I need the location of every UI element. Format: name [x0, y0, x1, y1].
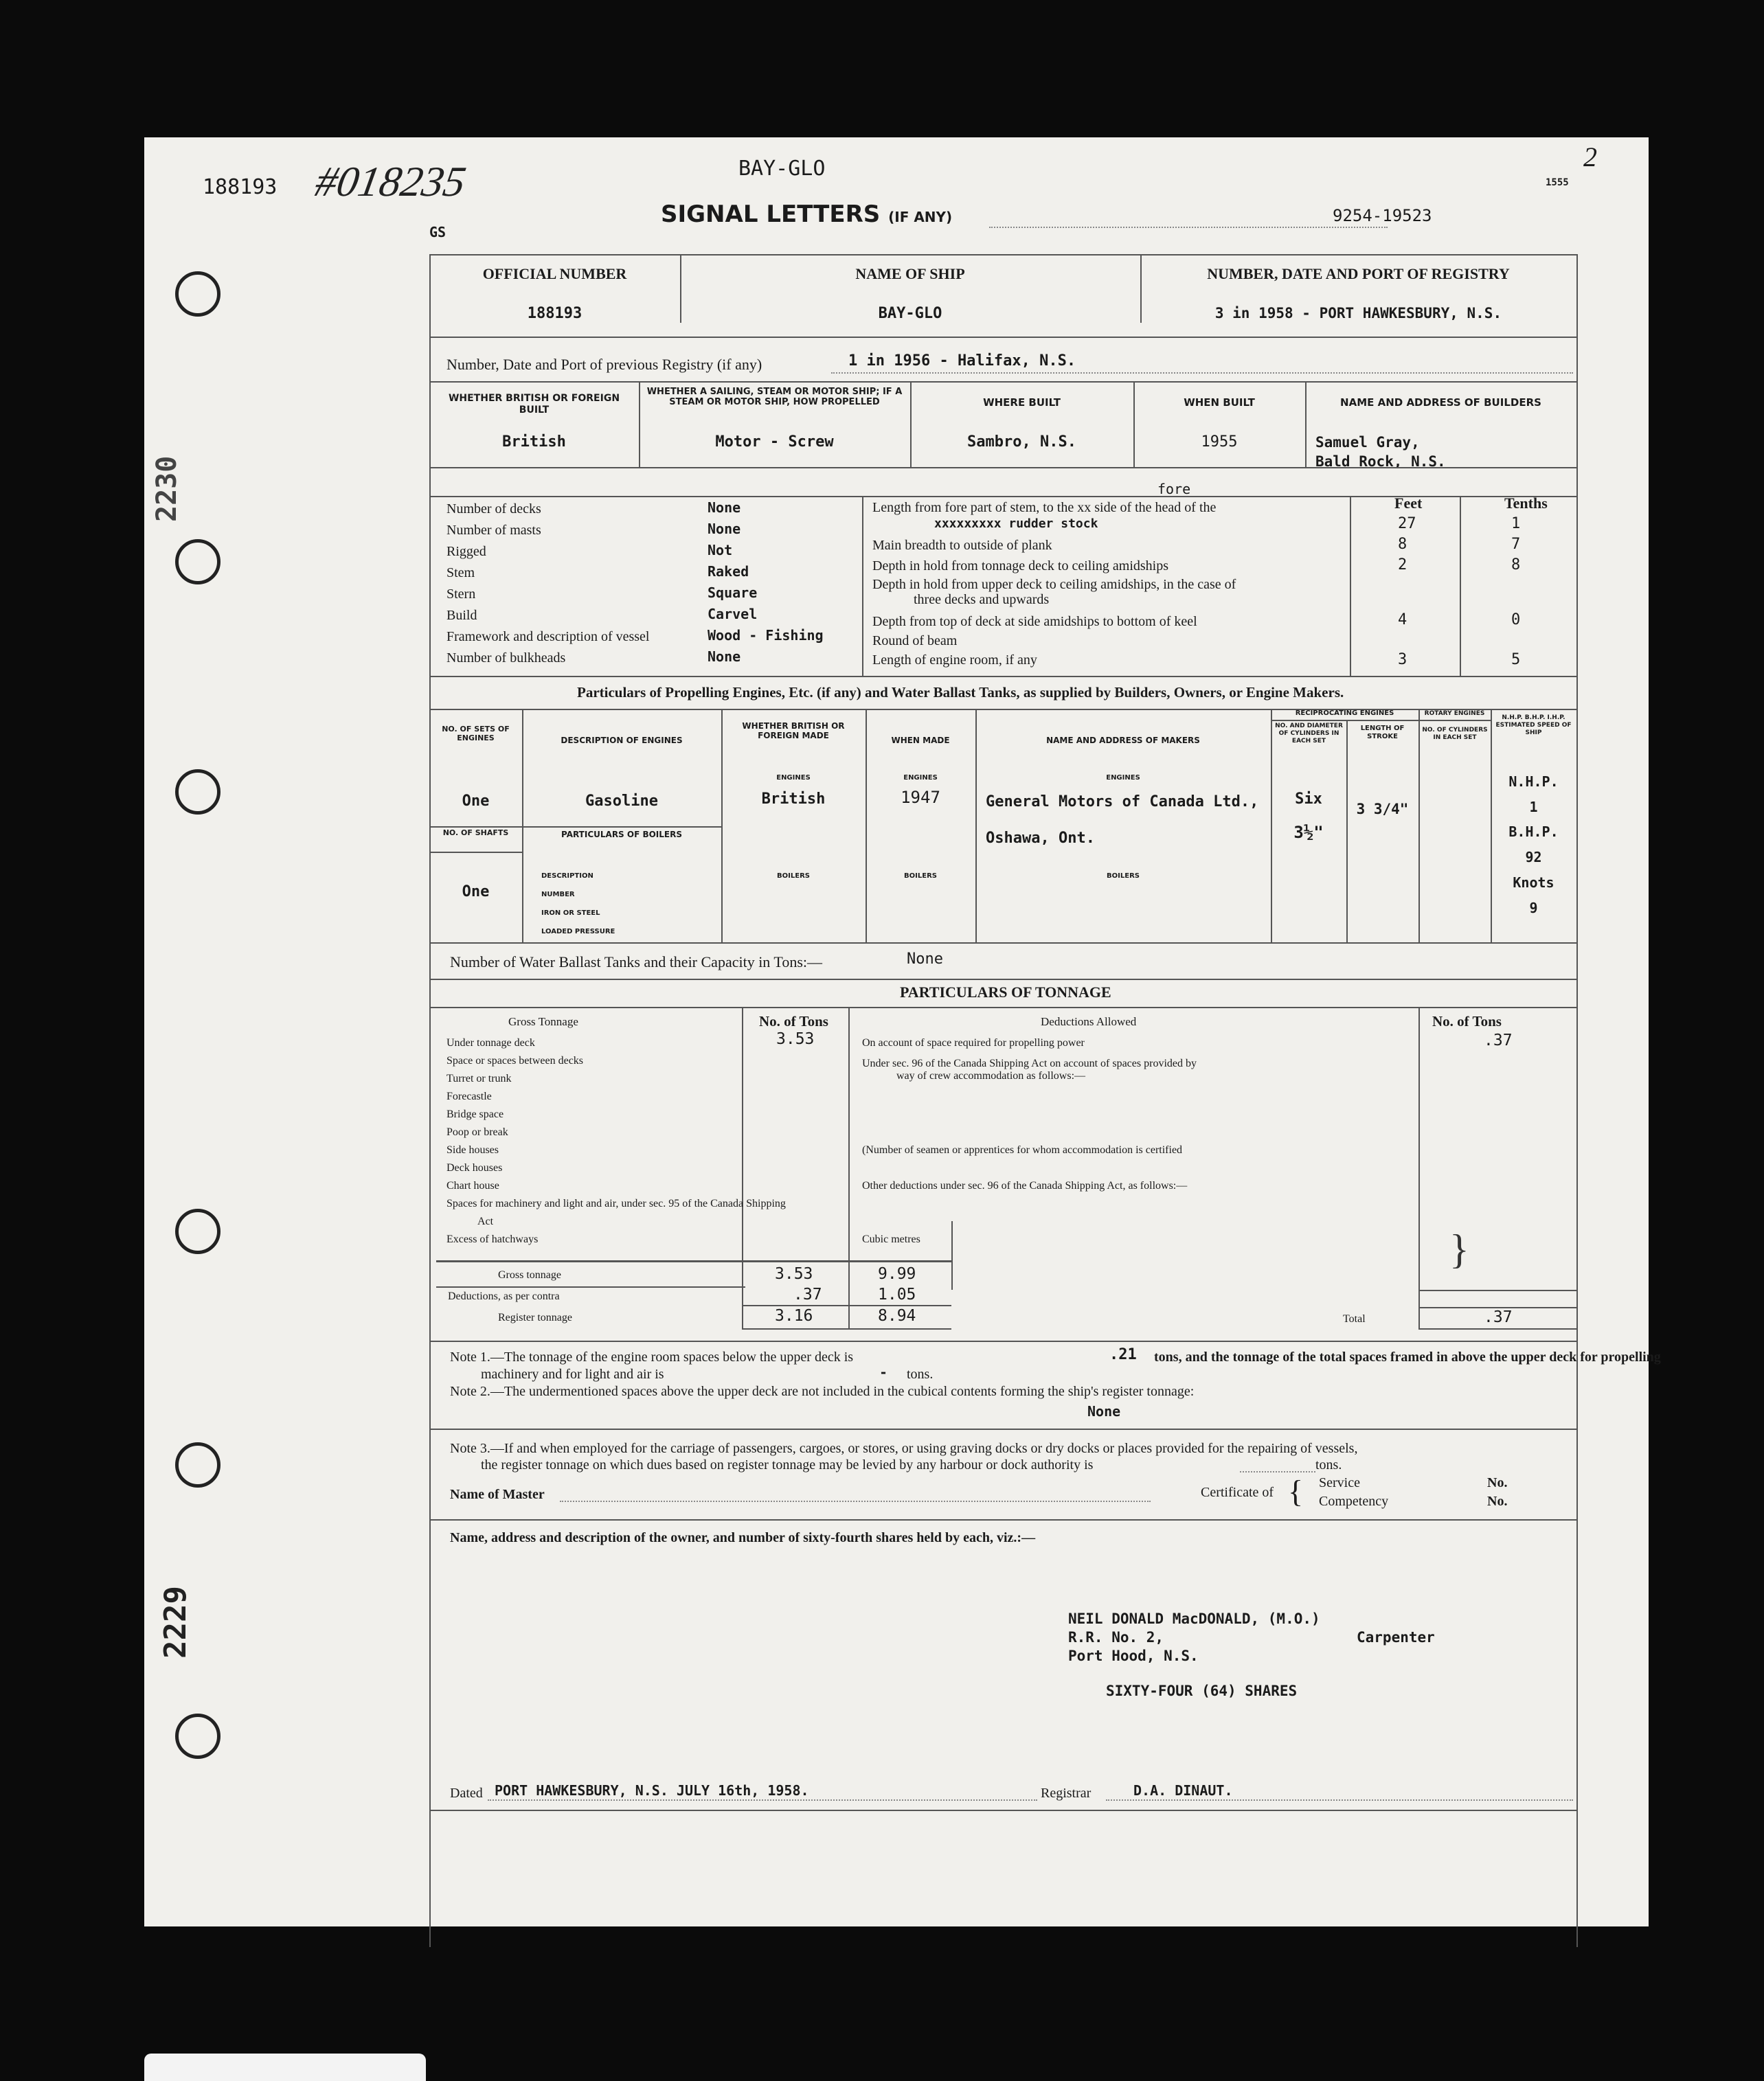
particular-label: Stem [446, 565, 475, 580]
previous-registry-value: 1 in 1956 - Halifax, N.S. [848, 352, 1076, 369]
rule [742, 1260, 743, 1329]
owner-address1: R.R. No. 2, [1068, 1629, 1164, 1646]
note3-line [1240, 1471, 1315, 1472]
margin-number-bottom: 2229 [158, 1586, 193, 1659]
punch-hole [175, 1442, 220, 1488]
rule [1418, 1307, 1576, 1308]
british-label: WHETHER BRITISH OR FOREIGN BUILT [448, 393, 620, 416]
particular-label: Framework and description of vessel [446, 629, 650, 644]
gross-item-value: 3.53 [776, 1030, 815, 1048]
gross-item-label: Side houses [446, 1144, 499, 1156]
ship-name-top: BAY-GLO [738, 157, 826, 181]
rule [1305, 381, 1307, 467]
rule [429, 337, 1576, 338]
engine-diameter-value: 3½" [1293, 823, 1324, 842]
boilers-header: PARTICULARS OF BOILERS [561, 830, 682, 839]
dimension-tenths: 5 [1511, 651, 1521, 668]
particular-value: None [708, 499, 741, 516]
punch-hole [175, 1209, 220, 1254]
signal-line [989, 227, 1388, 228]
rule [429, 1341, 1576, 1342]
note1-value2: - [879, 1364, 888, 1380]
propelled-value: Motor - Screw [715, 433, 834, 451]
file-reference: 9254-19523 [1333, 206, 1432, 225]
registrar-line [1106, 1799, 1573, 1801]
previous-registry-line [831, 372, 1573, 374]
particular-value: None [708, 648, 741, 665]
gross-item-label: Under tonnage deck [446, 1037, 535, 1049]
owner-label: Name, address and description of the owner, and number of sixty-fourth shares held by each, viz.:— [450, 1530, 1036, 1545]
dimension-label-2: three decks and upwards [914, 592, 1050, 607]
owner-shares: SIXTY-FOUR (64) SHARES [1106, 1683, 1298, 1699]
brace: } [1449, 1227, 1469, 1272]
rule [910, 381, 912, 467]
dimension-feet: 27 [1398, 515, 1416, 532]
rule [429, 254, 1576, 255]
dimension-label: Length from fore part of stem, to the xx side of the head of the [872, 500, 1217, 515]
engine-maker-line2: Oshawa, Ont. [986, 830, 1095, 847]
rule [429, 381, 1576, 383]
rule [1133, 381, 1135, 467]
corner-number: 2 [1583, 141, 1597, 172]
cubic-metres-label: Cubic metres [862, 1233, 920, 1245]
deductions-label: Deductions, as per contra [448, 1290, 560, 1302]
dimension-label: Length of engine room, if any [872, 652, 1037, 668]
particular-label: Stern [446, 587, 476, 602]
boilers-subheader: BOILERS [777, 872, 810, 880]
particular-label: Number of decks [446, 501, 541, 516]
rule [848, 1007, 850, 1292]
gross-item-label: Chart house [446, 1180, 499, 1192]
particular-label: Number of bulkheads [446, 650, 566, 666]
punch-hole [175, 539, 220, 584]
official-number-label: OFFICIAL NUMBER [482, 265, 627, 282]
engines-subheader: ENGINES [776, 774, 811, 782]
registrar-value: D.A. DINAUT. [1133, 1782, 1233, 1799]
dimension-feet: 4 [1398, 611, 1407, 628]
particular-value: Wood - Fishing [708, 627, 824, 644]
rule [1460, 496, 1461, 676]
deduction-sec96-2: way of crew accommodation as follows:— [896, 1070, 1086, 1082]
engine-description-value: Gasoline [585, 793, 658, 810]
dimension-tenths: 8 [1511, 556, 1521, 573]
rule [429, 1519, 1576, 1521]
gross-tonnage-header: Gross Tonnage [508, 1015, 578, 1028]
boilers-subheader: BOILERS [904, 872, 937, 880]
when-built-value: 1955 [1201, 433, 1238, 451]
gross-item-label: Act [477, 1216, 494, 1227]
when-built-label: WHEN BUILT [1184, 396, 1255, 409]
rule [429, 1810, 1576, 1811]
particular-value: Carvel [708, 606, 758, 622]
dated-value: PORT HAWKESBURY, N.S. JULY 16th, 1958. [495, 1782, 809, 1799]
signal-letters-label: SIGNAL LETTERS [661, 201, 881, 228]
gross-item-label: Excess of hatchways [446, 1233, 539, 1245]
dimension-label: Round of beam [872, 633, 958, 648]
fore-insert: fore [1157, 481, 1191, 497]
deduction-seamen: (Number of seamen or apprentices for whom accommodation is certified [862, 1144, 1183, 1156]
propelled-label: WHETHER A SAILING, STEAM OR MOTOR SHIP; IF A STEAM OR MOTOR SHIP, HOW PROPELLED [646, 387, 903, 407]
handwritten-number: #018235 [312, 159, 470, 205]
punch-hole [175, 271, 220, 317]
rule [721, 709, 723, 942]
service-label: Service [1319, 1475, 1360, 1490]
rule [436, 1286, 745, 1288]
rotary-cylinders-header: NO. OF CYLINDERS IN EACH SET [1422, 727, 1488, 741]
dimension-label-2: xxxxxxxxx rudder stock [934, 516, 1098, 531]
particular-value: Square [708, 584, 758, 601]
where-built-value: Sambro, N.S. [967, 433, 1076, 451]
punch-hole [175, 769, 220, 815]
rule [429, 852, 522, 853]
engine-when-value: 1947 [901, 788, 940, 807]
signal-letters-suffix: (IF ANY) [888, 209, 953, 225]
gross-item-label: Forecastle [446, 1091, 492, 1102]
dimension-tenths: 7 [1511, 536, 1521, 553]
rule [1418, 1328, 1576, 1330]
rule [1418, 1007, 1420, 1292]
knots-value: 9 [1529, 900, 1538, 916]
registrar-label: Registrar [1041, 1786, 1092, 1801]
rule [429, 942, 1576, 944]
total-label: Total [1343, 1313, 1366, 1325]
boiler-field-label: NUMBER [541, 891, 575, 898]
engine-british-value: British [761, 791, 826, 808]
boiler-field-label: DESCRIPTION [541, 872, 593, 880]
note1-part-d: tons. [907, 1367, 934, 1382]
rule [951, 1221, 953, 1290]
when-made-header: WHEN MADE [891, 736, 950, 745]
ship-name-value: BAY-GLO [878, 305, 942, 322]
rule [862, 496, 863, 676]
rule [429, 676, 1576, 677]
sets-of-engines-header: NO. OF SETS OF ENGINES [442, 725, 510, 742]
gross-tonnage-label: Gross tonnage [498, 1269, 561, 1281]
deduction-propelling: On account of space required for propelling power [862, 1037, 1085, 1049]
gross-item-label: Space or spaces between decks [446, 1055, 584, 1067]
ship-name-label: NAME OF SHIP [855, 265, 965, 282]
master-label: Name of Master [450, 1487, 545, 1502]
shafts-value: One [462, 883, 490, 900]
stroke-header: LENGTH OF STROKE [1360, 725, 1405, 740]
particular-value: None [708, 521, 741, 537]
rule [1418, 1290, 1576, 1291]
makers-header: NAME AND ADDRESS OF MAKERS [1046, 736, 1200, 745]
bottom-scroll-tab [144, 2054, 426, 2081]
tons-header-right: No. of Tons [1432, 1013, 1502, 1030]
note3-part-c: tons. [1315, 1457, 1342, 1472]
nhp-label: N.H.P. [1508, 773, 1559, 790]
rule [742, 1328, 951, 1330]
british-foreign-header: WHETHER BRITISH OR FOREIGN MADE [742, 721, 845, 740]
particular-value: Not [708, 542, 733, 558]
rule [1418, 709, 1420, 942]
dimension-feet: 2 [1398, 556, 1407, 573]
deduction-sec96: Under sec. 96 of the Canada Shipping Act on account of spaces provided by [862, 1058, 1197, 1069]
rule [436, 1260, 951, 1262]
bhp-value: 92 [1525, 849, 1542, 865]
rule [429, 1007, 1576, 1008]
official-number-corner: 188193 [203, 175, 278, 199]
note3-part-a: Note 3.—If and when employed for the carriage of passengers, cargoes, or stores, or using graving docks or dry docks or places provided for the repairing of vessels, [450, 1441, 1358, 1456]
rule [1418, 1290, 1420, 1328]
competency-no-label: No. [1487, 1494, 1508, 1509]
gross-item-label: Spaces for machinery and light and air, under sec. 95 of the Canada Shipping [446, 1198, 786, 1209]
rule [429, 1429, 1576, 1430]
ballast-tanks-label: Number of Water Ballast Tanks and their Capacity in Tons:— [450, 953, 822, 970]
punch-hole [175, 1714, 220, 1759]
rule [742, 1007, 743, 1278]
owner-address2: Port Hood, N.S. [1068, 1648, 1199, 1664]
knots-label: Knots [1513, 874, 1554, 891]
rule [639, 381, 640, 467]
reciprocating-header: RECIPROCATING ENGINES [1295, 709, 1394, 717]
corner-mark: 1555 [1546, 177, 1569, 188]
engine-sets-value: One [462, 793, 490, 810]
official-number-value: 188193 [527, 305, 583, 322]
engine-maker-line1: General Motors of Canada Ltd., [986, 793, 1259, 810]
gross-item-label: Poop or break [446, 1126, 508, 1138]
master-line [560, 1501, 1151, 1502]
dated-label: Dated [450, 1786, 483, 1801]
boilers-subheader: BOILERS [1107, 872, 1140, 880]
cylinders-header: NO. AND DIAMETER OF CYLINDERS IN EACH SET [1275, 723, 1343, 744]
note1-part-a: Note 1.—The tonnage of the engine room spaces below the upper deck is [450, 1350, 854, 1365]
boiler-field-label: IRON OR STEEL [541, 909, 600, 917]
gross-item-label: Deck houses [446, 1162, 503, 1174]
feet-header: Feet [1394, 494, 1423, 512]
dimension-label: Depth in hold from upper deck to ceiling amidships, in the case of [872, 577, 1236, 592]
owner-occupation: Carpenter [1357, 1629, 1435, 1646]
tonnage-title: PARTICULARS OF TONNAGE [900, 983, 1111, 1001]
engines-section-title: Particulars of Propelling Engines, Etc. (if any) and Water Ballast Tanks, as supplied by Builders, Owners, or Engine Makers. [577, 684, 1344, 701]
british-value: British [502, 433, 566, 451]
where-built-label: WHERE BUILT [983, 396, 1061, 409]
horsepower-header: N.H.P. B.H.P. I.H.P. ESTIMATED SPEED OF SHIP [1495, 714, 1572, 736]
signal-letters-title [661, 201, 952, 228]
rule [1271, 709, 1272, 942]
tenths-header: Tenths [1504, 494, 1548, 512]
dated-line [488, 1799, 1037, 1801]
deductions-cubic: 1.05 [878, 1286, 916, 1304]
registry-label: NUMBER, DATE AND PORT OF REGISTRY [1207, 265, 1510, 282]
register-tonnage-tons: 3.16 [775, 1307, 813, 1325]
rule [429, 979, 1576, 980]
rule [429, 467, 1576, 468]
gs-mark: GS [429, 224, 446, 240]
rule [1271, 720, 1491, 721]
engine-stroke-value: 3 3/4" [1356, 801, 1409, 817]
note2-value: None [1087, 1403, 1121, 1420]
nhp-value: 1 [1529, 799, 1538, 815]
rule [1350, 496, 1351, 676]
description-header: DESCRIPTION OF ENGINES [561, 736, 683, 745]
note1-value: .21 [1109, 1346, 1137, 1363]
previous-registry-label: Number, Date and Port of previous Registry (if any) [446, 356, 762, 373]
rotary-header: ROTARY ENGINES [1424, 710, 1485, 717]
left-frame-line [429, 254, 431, 1947]
total-value: .37 [1484, 1308, 1513, 1326]
bhp-label: B.H.P. [1508, 823, 1559, 840]
competency-label: Competency [1319, 1494, 1389, 1509]
shafts-header: NO. OF SHAFTS [442, 828, 509, 837]
builders-label: NAME AND ADDRESS OF BUILDERS [1340, 396, 1541, 409]
gross-tonnage-cubic: 9.99 [878, 1265, 916, 1283]
note1-part-c: machinery and for light and air is [481, 1367, 664, 1382]
ballast-tanks-value: None [907, 951, 943, 968]
particular-label: Rigged [446, 544, 486, 559]
certificate-brace: { [1288, 1474, 1304, 1509]
service-no-label: No. [1487, 1475, 1508, 1490]
builders-line2: Bald Rock, N.S. [1315, 453, 1446, 470]
gross-tonnage-tons: 3.53 [775, 1265, 813, 1283]
particular-value: Raked [708, 563, 749, 580]
gross-item-label: Bridge space [446, 1108, 504, 1120]
builders-line1: Samuel Gray, [1315, 434, 1420, 451]
rule [848, 1260, 850, 1329]
note2: Note 2.—The undermentioned spaces above the upper deck are not included in the cubical contents forming the ship's register tonnage: [450, 1384, 1195, 1399]
dimension-label: Depth in hold from tonnage deck to ceiling amidships [872, 558, 1169, 573]
dimension-label: Depth from top of deck at side amidships to bottom of keel [872, 614, 1197, 629]
gross-item-label: Turret or trunk [446, 1073, 512, 1084]
dimension-feet: 3 [1398, 651, 1407, 668]
engine-cylinders-value: Six [1295, 791, 1322, 808]
rule [429, 826, 721, 828]
deductions-header: Deductions Allowed [1041, 1015, 1137, 1028]
deductions-tons: .37 [793, 1286, 822, 1304]
dimension-tenths: 0 [1511, 611, 1521, 628]
rule [742, 1305, 951, 1306]
dimension-feet: 8 [1398, 536, 1407, 553]
registry-document [144, 137, 1661, 1926]
registry-value: 3 in 1958 - PORT HAWKESBURY, N.S. [1214, 305, 1502, 321]
tons-header: No. of Tons [759, 1013, 828, 1030]
dimension-tenths: 1 [1511, 515, 1521, 532]
dimension-label: Main breadth to outside of plank [872, 538, 1052, 553]
owner-name: NEIL DONALD MacDONALD, (M.O.) [1068, 1611, 1320, 1627]
engines-subheader: ENGINES [903, 774, 938, 782]
engines-subheader: ENGINES [1106, 774, 1140, 782]
note1-part-b: tons, and the tonnage of the total spaces framed in above the upper deck for propelling [1154, 1350, 1661, 1365]
deduction-propelling-value: .37 [1484, 1032, 1513, 1049]
deduction-other: Other deductions under sec. 96 of the Canada Shipping Act, as follows:— [862, 1180, 1188, 1192]
note3-part-b: the register tonnage on which dues based on register tonnage may be levied by any harbour or dock authority is [481, 1457, 1094, 1472]
margin-number-top: 2230 [151, 455, 183, 522]
particular-label: Number of masts [446, 523, 541, 538]
right-frame-line [1576, 254, 1578, 1947]
boiler-field-label: LOADED PRESSURE [541, 928, 615, 935]
particular-label: Build [446, 608, 477, 623]
certificate-label: Certificate of [1201, 1485, 1274, 1500]
rule [1346, 720, 1348, 942]
register-tonnage-cubic: 8.94 [878, 1307, 916, 1325]
register-tonnage-label: Register tonnage [498, 1312, 572, 1323]
